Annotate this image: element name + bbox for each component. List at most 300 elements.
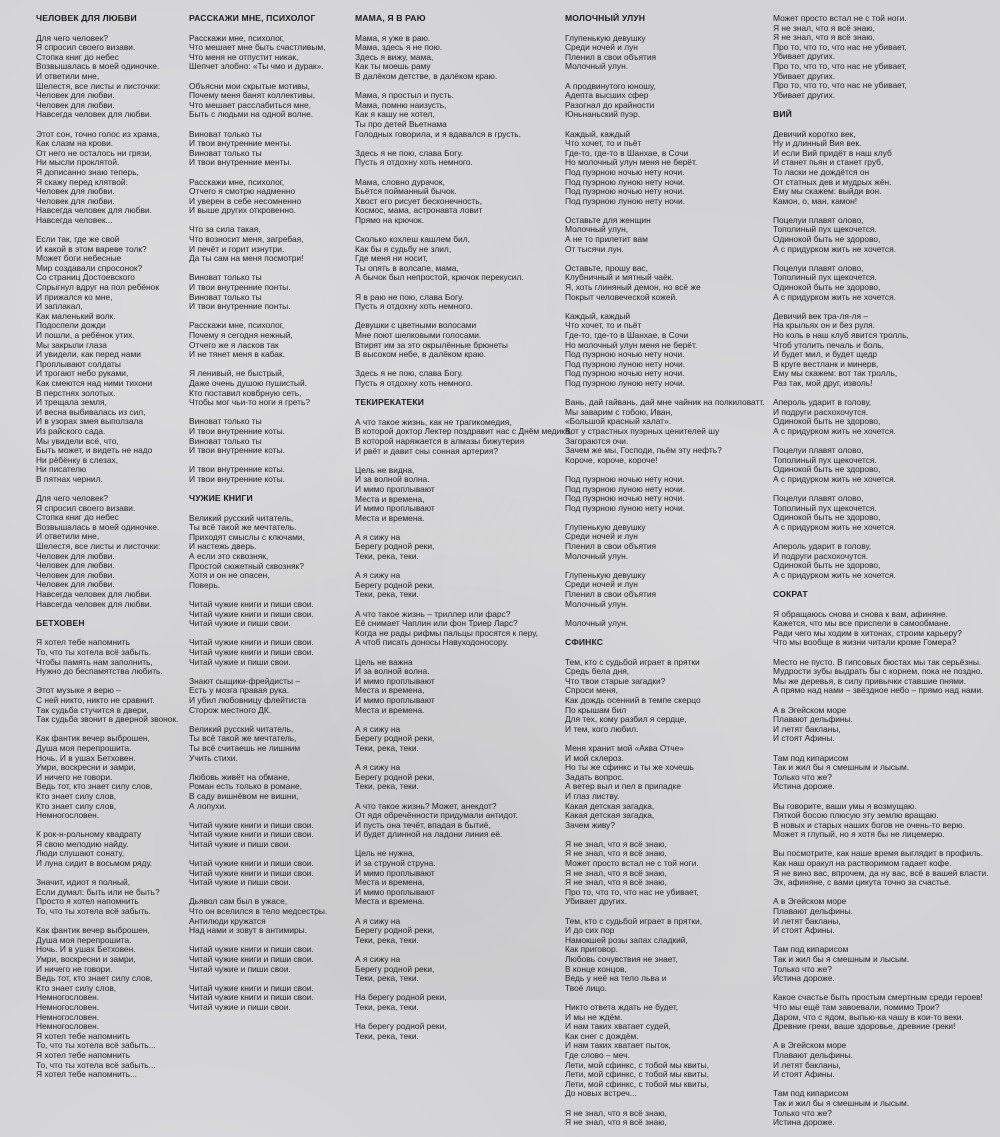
lyric-line: Ты всё такой же мечтатель. <box>189 522 297 533</box>
lyric-line: Про то, что то, что нас не убивает, <box>773 60 907 71</box>
lyric-line: Среди ночей и лун <box>565 42 638 53</box>
lyric-line: Но молочный улун меня не берёт. <box>565 157 698 168</box>
lyric-line: И глаз листву. <box>565 790 620 801</box>
lyric-line: Тополиный пух щекочется. <box>773 454 877 465</box>
lyric-line: Подоспели дожди <box>36 320 106 331</box>
stanza <box>773 542 963 580</box>
lyric-line: Я не знал, что я всё знаю, <box>565 1117 667 1128</box>
lyric-line: Плавают дельфины. <box>773 1049 853 1060</box>
lyric-line: Читай чужие и пиши свои. <box>189 877 291 888</box>
stanza <box>773 398 963 436</box>
lyric-line: Великий русский читатель, <box>189 723 294 734</box>
lyric-line: Что мешает мне быть счастливым, <box>189 42 326 53</box>
stanza <box>355 466 545 524</box>
stanza <box>355 34 545 82</box>
stanza <box>565 744 755 830</box>
lyric-line: Где-то, где-то в Шанхае, в Сочи <box>565 147 689 158</box>
lyric-line: И твои внутренние менты. <box>189 138 292 149</box>
stanza <box>189 82 379 120</box>
lyric-line: Возвышалась в моей одиночке. <box>36 521 160 532</box>
song-title: РАССКАЖИ МНЕ, ПСИХОЛОГ <box>189 13 316 23</box>
lyric-line: Тем, кто с судьбой играет в прятки, <box>565 915 703 926</box>
lyric-line: С ней никто, никто не сравнит. <box>36 694 155 705</box>
lyric-line: «Большой красный халат». <box>565 416 672 427</box>
lyric-line: Я не знал, что я всё знаю, <box>565 1107 667 1118</box>
lyric-line: И будет длинной на ладони линия её. <box>355 829 503 840</box>
lyric-line: Клубничный и мятный чаёк. <box>565 272 674 283</box>
lyric-line: Чтоб утолить печаль и боль, <box>773 339 884 350</box>
lyric-line: Я спросил своего визави. <box>36 502 136 513</box>
song-block <box>565 638 755 1128</box>
lyric-line: А прямо над нами – звёздное небо – прямо над нами. <box>773 685 984 696</box>
lyric-line: Места и времена, <box>355 877 425 888</box>
song-title: МАМА, Я В РАЮ <box>355 13 426 23</box>
lyric-line: Читай чужие книги и пиши свои. <box>189 829 314 840</box>
stanza <box>189 677 379 715</box>
lyric-line: И летят бакланы, <box>773 1059 841 1070</box>
lyric-line: Для чего человек? <box>36 493 109 504</box>
lyric-line: Пленил в свои объятия <box>565 589 657 600</box>
lyric-line: Цель не нужна, <box>355 848 415 859</box>
lyric-line: Расскажи мне, психолог, <box>189 32 285 43</box>
lyric-line: Только что же? <box>773 771 832 782</box>
stanza <box>189 514 379 591</box>
lyric-line: Про то, что то, что нас не убивает, <box>773 41 907 52</box>
stanza <box>355 1022 545 1041</box>
lyric-line: Я хотел тебе напомнить <box>36 1049 131 1060</box>
lyric-line: Роман есть только в романе, <box>189 781 302 792</box>
lyric-line: Отчего я смотрю надменно <box>189 186 296 197</box>
lyric-line: И мимо проплывают <box>355 694 435 705</box>
lyric-line: Умри, воскресни и замри, <box>36 954 136 964</box>
stanza <box>355 416 573 456</box>
lyric-line: А с придурком жить не хочется. <box>773 243 896 254</box>
stanza <box>189 773 379 811</box>
stanza <box>355 849 545 907</box>
lyric-line: Кажется, что мы все приспели в самообмане. <box>773 618 951 629</box>
lyric-line: То ласки не дождётся он <box>773 166 870 177</box>
lyric-line: Теки, река, теки. <box>355 1001 419 1012</box>
lyric-line: Как фантик вечер выброшен, <box>36 925 150 936</box>
lyric-line: Значит, идиот я полный, <box>36 877 131 888</box>
lyric-line: И ответили мне, <box>36 70 100 81</box>
lyric-line: Апероль ударит в голову, <box>773 397 872 408</box>
lyric-line: Одинокой быть не здорово, <box>773 416 881 427</box>
lyric-line: Приходят смыслы с ключами, <box>189 531 305 542</box>
lyric-line: Спроси меня, <box>565 685 618 696</box>
lyric-line: Читай чужие книги и пиши свои. <box>189 982 314 993</box>
lyric-line: И увидели, как перед нами <box>36 349 141 360</box>
lyric-line: Я не знал, что я всё знаю, <box>773 32 875 43</box>
lyrics-column-3 <box>355 13 573 1051</box>
lyric-line: Я в раю не пою, слава Богу. <box>355 291 464 302</box>
lyric-line: Я ленивый, не быстрый, <box>189 368 285 379</box>
lyric-line: Бьётся пойманный бычок. <box>355 186 457 197</box>
lyric-line: Читай чужие и пиши свои. <box>189 838 291 849</box>
lyric-line: Девичий коротко век, <box>773 128 856 139</box>
lyric-line: Цель не видна, <box>355 464 415 475</box>
lyric-line: Зачем же мы, Господи, пьём эту нефть? <box>565 445 722 456</box>
lyric-line: В далёком детстве, в далёком краю. <box>355 70 498 81</box>
lyric-line: А в Эгейском море <box>773 704 847 715</box>
lyric-line: Истина дороже. <box>773 973 835 984</box>
song-title: ТЕКИРЕКАТЕКИ <box>355 397 425 408</box>
lyric-line: А что такое жизнь, как не трагикомедия, <box>355 416 512 427</box>
lyric-line: А с придурком жить не хочется. <box>773 291 896 302</box>
lyric-line: Читай чужие книги и пиши свои. <box>189 608 314 619</box>
lyric-line: А ветер выл и пел в припадке <box>565 781 681 792</box>
lyric-line: На берегу родной реки, <box>355 992 447 1003</box>
lyric-line: Отчего же я ласков так <box>189 339 279 350</box>
lyric-line: Сторож местного ДК. <box>189 704 272 715</box>
lyric-line: А с придурком жить не хочется. <box>773 569 896 580</box>
lyric-line: Навсегда человек для любви. <box>36 205 152 216</box>
lyric-line: А я сижу на <box>355 762 401 773</box>
lyric-line: Тополиный пух щекочется. <box>773 272 877 283</box>
stanza <box>773 446 963 484</box>
lyric-line: Поверь. <box>189 579 221 590</box>
lyric-line: Под пуэрною ночью нету ночи. <box>565 473 685 484</box>
lyric-line: То, что ты хотела всё забыть. <box>36 647 151 657</box>
stanza <box>355 955 545 984</box>
lyric-line: Шелестя, все листы и листочки: <box>36 541 161 552</box>
stanza <box>565 571 755 609</box>
lyric-line: Стопка книг до небес <box>36 512 119 523</box>
lyric-line: Эх, афиняне, с вами цикута точно за счастье. <box>773 877 952 888</box>
lyric-line: А я сижу на <box>355 570 401 581</box>
lyric-line: Вы говорите, ваши умы я возмущаю. <box>773 800 917 811</box>
lyric-line: Под пуэрною луною нету ночи. <box>565 483 686 494</box>
lyric-line: Что хочет, то и пьёт <box>565 138 642 149</box>
lyric-line: И летят бакланы, <box>773 915 841 926</box>
lyric-line: Что за сила такая, <box>189 224 261 235</box>
stanza <box>565 82 755 120</box>
stanza <box>355 610 545 648</box>
lyric-line: И пусть она течёт, впадая в бытиё, <box>355 819 491 830</box>
lyric-line: Я обращаюсь снова и снова к вам, афиняне. <box>773 608 948 619</box>
song-title: ЧУЖИЕ КНИГИ <box>189 493 253 504</box>
lyric-line: На берегу родной реки, <box>355 1021 447 1032</box>
lyric-line: Теки, река, теки. <box>355 934 419 945</box>
stanza <box>189 178 379 216</box>
lyric-line: И нам таких хватает судей, <box>565 1021 671 1032</box>
lyric-line: Знают сыщики-фрейдисты – <box>189 675 300 686</box>
stanza <box>773 312 963 389</box>
stanza <box>773 1089 963 1127</box>
lyric-line: Человек для любви. <box>36 550 115 561</box>
lyric-line: Навсегда человек... <box>36 214 113 225</box>
lyric-line: Камон, о, ман, камон! <box>773 195 858 206</box>
lyric-line: И стоят Афины. <box>773 1069 835 1080</box>
lyric-line: Мама, здесь я не пою. <box>355 42 443 53</box>
lyric-line: Её снимает Чаплин или фон Триер Ларс? <box>355 618 518 629</box>
lyric-line: Ему мы скажем: выйди вон. <box>773 186 882 197</box>
lyric-line: Да ты сам на меня посмотри! <box>189 253 304 264</box>
lyric-line: И твои внутренние коты. <box>189 445 285 456</box>
lyric-line: Ему мы скажем: вот так тролль, <box>773 368 898 379</box>
lyric-line: Под пуэрною ночью нету ночи. <box>565 368 685 379</box>
song-block <box>565 13 765 628</box>
lyric-line: Чтобы память нам заполнить, <box>36 656 153 667</box>
lyric-line: И мой склероз. <box>565 752 624 763</box>
lyric-line: Что мешает расслабиться мне, <box>189 99 311 110</box>
lyric-line: Только что же? <box>773 1107 832 1118</box>
lyric-line: Теки, река, теки. <box>355 551 419 562</box>
lyric-line: Пленил в свои объятия <box>565 541 657 552</box>
lyric-line: По крышам бил <box>565 704 627 715</box>
lyric-line: Ты всё такой же мечтатель, <box>189 733 297 744</box>
lyric-line: Что хочет, то и пьёт <box>565 320 642 331</box>
stanza <box>189 600 379 629</box>
song-title: ЧЕЛОВЕК ДЛЯ ЛЮБВИ <box>36 13 137 23</box>
lyric-line: Виноват только ты <box>189 416 262 427</box>
lyric-line: Среди ночей и лун <box>565 579 638 590</box>
song-block <box>773 589 989 1128</box>
lyric-line: Из райского сада. <box>36 425 106 436</box>
lyric-line: Читай чужие книги и пиши свои. <box>189 637 314 648</box>
lyric-line: Места и времена, <box>355 493 425 504</box>
lyric-line: Читай чужие и пиши свои. <box>189 618 291 629</box>
lyric-line: Ни писателю <box>36 464 87 475</box>
lyric-line: Может просто встал не с той ноги. <box>565 858 699 869</box>
lyric-line: Поцелуи плавят олово, <box>773 214 864 225</box>
stanza <box>189 225 379 263</box>
lyric-line: Ты всё считаешь не лишним <box>189 742 301 753</box>
lyric-line: Каждый, каждый <box>565 310 631 321</box>
lyric-line: Кто знает силу слов, <box>36 790 117 801</box>
lyric-line: Молочный улун. <box>565 61 629 72</box>
lyric-line: В высоком небе, в далёком краю. <box>355 349 486 360</box>
lyric-line: Молочный улун. <box>565 617 629 628</box>
song-block <box>773 110 963 581</box>
lyric-line: Плавают дельфины. <box>773 906 853 917</box>
lyric-line: А я сижу на <box>355 954 401 964</box>
lyric-line: Просто я хотел напомнить <box>36 896 139 907</box>
lyric-line: Истина дороже. <box>773 1117 835 1128</box>
lyric-line: Немногословен. <box>36 1011 100 1022</box>
lyric-line: Здесь я не пою, слава Богу. <box>355 368 464 379</box>
lyric-line: Я не знал, что я всё знаю, <box>565 867 667 878</box>
lyric-line: И стоят Афины. <box>773 733 835 744</box>
lyric-line: Вот у страстных пуэрных ценителей шу <box>565 425 720 436</box>
lyric-line: От статных дев и мудрых жён. <box>773 176 892 187</box>
lyric-line: И луна сидит в восьмом ряду. <box>36 858 153 869</box>
lyric-line: Хотя и он не опасен, <box>189 570 270 581</box>
lyric-line: Возвышалась в моей одиночке. <box>36 61 160 72</box>
lyric-line: И какой в этом вареве толк? <box>36 243 147 254</box>
lyric-line: Я не вино вас, впрочем, да ну вас, всё в вашей власти. <box>773 867 989 878</box>
lyric-line: И ответили мне, <box>36 531 100 542</box>
lyric-line: Навсегда человек для любви. <box>36 109 152 120</box>
stanza <box>773 897 963 935</box>
lyric-line: Мама, я простыл и пусть. <box>355 90 455 101</box>
lyric-line: Берегу родной реки, <box>355 541 435 552</box>
lyric-line: Как фантик вечер выброшен, <box>36 733 150 744</box>
lyric-line: Берегу родной реки, <box>355 925 435 936</box>
song-block <box>189 14 379 485</box>
lyric-line: И за волной волна. <box>355 666 430 677</box>
lyric-line: Теки, река, теки. <box>355 742 419 753</box>
lyric-line: Убивает других. <box>773 70 836 81</box>
lyric-line: Что мы ещё там завоевали, помимо Трои? <box>773 1001 940 1012</box>
lyric-line: Пусть я отдохну хоть немного. <box>355 301 473 312</box>
lyric-line: Мама, словно дурачок, <box>355 176 445 187</box>
lyric-line: Как бы я судьбу не злил, <box>355 243 452 254</box>
lyric-line: Какое счастье быть простым смертным среди героев! <box>773 992 983 1003</box>
lyric-line: Истина дороже. <box>773 781 835 792</box>
lyric-line: Оставьте для женщин <box>565 214 651 225</box>
lyric-line: И твои внутренние коты. <box>189 464 285 475</box>
lyric-line: Учить стихи. <box>189 752 238 763</box>
lyric-line: И мимо проплывают <box>355 867 435 878</box>
lyric-line: Меня хранит мой «Аква Отче» <box>565 742 684 753</box>
lyric-line: В пятнах чернил. <box>36 473 103 484</box>
lyric-line: Тополиный пух щекочется. <box>773 224 877 235</box>
lyric-line: Простой сюжетный сквозняк? <box>189 560 304 571</box>
lyric-line: Человек для любви. <box>36 569 115 580</box>
lyric-line: Ночь. И в ушах Бетховен. <box>36 752 136 763</box>
lyric-line: Одинокой быть не здорово, <box>773 512 881 523</box>
lyric-line: А с придурком жить не хочется. <box>773 473 896 484</box>
stanza <box>565 312 755 389</box>
lyric-line: Виноват только ты <box>189 291 262 302</box>
stanza <box>773 706 963 744</box>
lyric-line: Ночь. И в ушах Бетховен. <box>36 944 136 955</box>
lyric-line: Поцелуи плавят олово, <box>773 493 864 504</box>
song-title: СОКРАТ <box>773 589 808 600</box>
lyric-line: Как приговор. <box>565 944 618 955</box>
lyric-line: Покрыт человеческой кожей. <box>565 291 678 302</box>
lyric-line: Как ты моешь раму <box>355 61 431 72</box>
lyric-line: И мимо проплывают <box>355 483 435 494</box>
stanza <box>189 638 379 667</box>
stanza <box>565 397 765 465</box>
stanza <box>355 917 545 946</box>
lyric-line: Как я кашу не хотел, <box>355 109 435 120</box>
lyric-line: Есть у мозга правая рука. <box>189 685 290 696</box>
lyric-line: Глупенькую девушку <box>565 32 646 43</box>
stanza <box>565 475 755 513</box>
lyric-line: А не то прилетит вам <box>565 234 648 245</box>
lyrics-column-5 <box>773 13 989 1137</box>
lyric-line: Оставьте, прошу вас, <box>565 262 648 273</box>
lyric-line: Пусть я отдохну хоть немного. <box>355 377 473 388</box>
lyric-line: И если Вий придёт в наш клуб <box>773 147 892 158</box>
song-title: ВИЙ <box>773 108 793 119</box>
lyric-line: Мы же деревья, в силу привычки ставшие пнями. <box>773 675 967 686</box>
lyric-line: Девичий век тра-ля-ля – <box>773 310 869 321</box>
lyric-line: Любовь сочувствия не знает, <box>565 954 678 964</box>
stanza <box>189 369 379 407</box>
lyric-line: И стоят Афины. <box>773 925 835 936</box>
lyric-line: Я не знал, что я всё знаю, <box>565 848 667 859</box>
lyric-line: К рок-н-рольному квадрату <box>36 829 142 840</box>
stanza <box>773 494 963 532</box>
lyric-line: Может боги небесные <box>36 253 122 264</box>
lyric-line: Хвост его рисует бесконечность, <box>355 195 482 206</box>
lyric-line: И будет мил, и будет щедр <box>773 349 878 360</box>
lyric-line: То, что ты хотела всё забыть... <box>36 1059 156 1070</box>
lyric-line: Если так, где же свой <box>36 234 120 245</box>
song-title: БЕТХОВЕН <box>36 617 85 628</box>
stanza <box>355 993 545 1012</box>
stanza <box>773 656 984 696</box>
lyric-line: Быть может, и видеть не надо <box>36 445 153 456</box>
stanza <box>773 754 963 792</box>
lyric-line: И мы не ждём. <box>565 1011 623 1022</box>
lyric-line: И рвёт и давит сны сонная артерия? <box>355 445 499 456</box>
lyric-line: Человек для любви. <box>36 195 115 206</box>
lyric-line: Что мы вообще в жизни читали кроме Гомера? <box>773 637 957 648</box>
lyric-line: И подруги расхохочутся. <box>773 550 869 561</box>
stanza <box>189 273 379 311</box>
lyric-line: Ведь тот, кто знает силу слов, <box>36 973 153 984</box>
lyric-line: Человек для любви. <box>36 186 115 197</box>
lyric-line: Среди ночей и лун <box>565 531 638 542</box>
lyric-line: И уверен в себе несомненно <box>189 195 302 206</box>
lyric-line: Так и жил бы я смешным и лысым. <box>773 954 910 964</box>
lyric-line: Под пуэрною ночью нету ночи. <box>565 166 685 177</box>
lyric-line: Почему меня банят коллективы, <box>189 90 316 101</box>
lyric-line: Загораются очи. <box>565 435 629 446</box>
stanza <box>189 821 379 850</box>
lyric-line: И весна выбивалась из сил, <box>36 406 146 417</box>
lyric-line: Виноват только ты <box>189 272 262 283</box>
lyric-line: Места и времена. <box>355 896 425 907</box>
stanza <box>355 763 545 792</box>
lyric-line: Навсегда человек для любви. <box>36 589 152 600</box>
lyric-line: А если это сквозняк, <box>189 551 269 562</box>
lyric-line: Над нами и зовут в антимиры. <box>189 925 308 936</box>
lyric-line: Как снег с дождём. <box>565 1030 639 1041</box>
lyric-line: То, что ты хотела всё забыть. <box>36 906 151 917</box>
lyric-line: И мимо проплывают <box>355 675 435 686</box>
song-block <box>355 397 573 1041</box>
lyric-line: Одинокой быть не здорово, <box>773 234 881 245</box>
stanza <box>773 216 963 254</box>
stanza <box>189 859 379 888</box>
lyric-line: Средь бела дня, <box>565 666 630 677</box>
lyric-line: Дьявол сам был в ужасе, <box>189 896 288 907</box>
lyric-line: Убивает других. <box>773 89 836 100</box>
lyric-line: Ни рёбёнку в слезах, <box>36 454 119 465</box>
lyric-line: Немногословен. <box>36 810 100 821</box>
stanza <box>565 1003 755 1099</box>
lyric-line: Как дождь осенний в темпе скерцо <box>565 694 701 705</box>
stanza <box>189 725 379 763</box>
lyric-line: Я, хоть глиняный демон, но всё же <box>565 282 701 293</box>
stanza <box>773 610 963 648</box>
lyric-line: Даже очень душою пушистый. <box>189 377 307 388</box>
lyric-line: Нужно до беспамятства любить. <box>36 666 163 677</box>
lyric-line: В перстнях золотых. <box>36 387 116 398</box>
lyric-line: Под пуэрною луною нету ночи. <box>565 502 686 513</box>
lyric-line: А что такое жизнь – триллер или фарс? <box>355 608 511 619</box>
lyric-line: Расскажи мне, психолог, <box>189 320 285 331</box>
lyric-line: И нам таких хватает пыток, <box>565 1040 671 1051</box>
lyric-line: Молочный улун, <box>565 224 629 235</box>
lyric-line: Задать вопрос. <box>565 771 624 782</box>
lyric-line: Лети, мой сфинкс, с тобой мы квиты, <box>565 1078 709 1089</box>
lyric-line: Навсегда человек для любви. <box>36 598 152 609</box>
lyric-line: Так судьба стучится в двери, <box>36 704 149 715</box>
lyric-line: Человек для любви. <box>36 99 115 110</box>
lyric-line: И летят бакланы, <box>773 723 841 734</box>
lyric-line: И заплакал, <box>36 301 83 312</box>
lyric-line: Пусть я отдохну хоть немного. <box>355 157 473 168</box>
lyric-line: И в узорах змея выползала <box>36 416 144 427</box>
lyric-line: Мама, помню наизусть, <box>355 99 447 110</box>
